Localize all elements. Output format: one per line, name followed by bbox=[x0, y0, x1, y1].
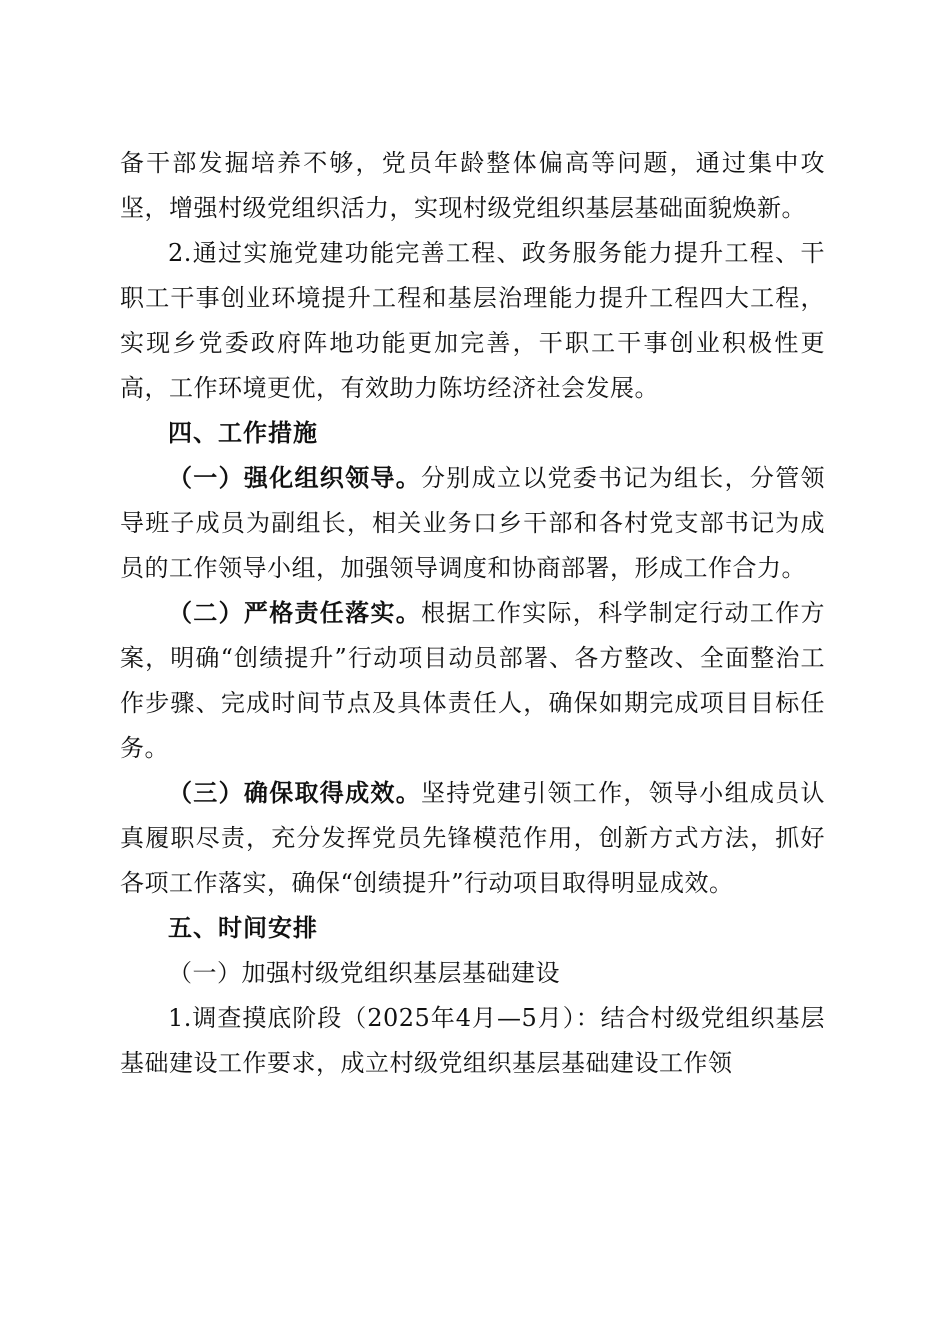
measure-2-body: 根据工作实际，科学制定行动工作方案，明确“创绩提升”行动项目动员部署、各方整改、全面整治工作步骤、完成时间节点及具体责任人，确保如期完成项目目标任务。 bbox=[120, 599, 825, 762]
measure-1-body: 分别成立以党委书记为组长，分管领导班子成员为副组长，相关业务口乡干部和各村党支部书记为成员的工作领导小组，加强领导调度和协商部署，形成工作合力。 bbox=[120, 464, 825, 582]
document-page bbox=[120, 141, 825, 1086]
paragraph-measure-3 bbox=[120, 771, 825, 906]
section-heading-schedule: 五、时间安排 bbox=[168, 914, 318, 942]
measure-3-title: （三）确保取得成效。 bbox=[168, 779, 421, 807]
measure-3-body: 坚持党建引领工作，领导小组成员认真履职尽责，充分发挥党员先锋模范作用，创新方式方法，抓好各项工作落实，确保“创绩提升”行动项目取得明显成效。 bbox=[120, 779, 825, 897]
paragraph-measure-2 bbox=[120, 591, 825, 771]
subheading-village-party-building: （一）加强村级党组织基层基础建设 bbox=[168, 959, 560, 987]
paragraph-measure-1 bbox=[120, 456, 825, 591]
paragraph-goal-2: 2.通过实施党建功能完善工程、政务服务能力提升工程、干职工干事创业环境提升工程和基层治理能力提升工程四大工程，实现乡党委政府阵地功能更加完善，干职工干事创业积极性更高，工作环境更优，有效助力陈坊经济社会发展。 bbox=[120, 239, 825, 402]
paragraph-intro-continued: 备干部发掘培养不够，党员年龄整体偏高等问题，通过集中攻坚，增强村级党组织活力，实现村级党组织基层基础面貌焕新。 bbox=[120, 149, 825, 222]
measure-2-title: （二）严格责任落实。 bbox=[168, 599, 421, 627]
section-heading-measures: 四、工作措施 bbox=[168, 419, 318, 447]
measure-1-title: （一）强化组织领导。 bbox=[168, 464, 421, 492]
paragraph-survey-stage: 1.调查摸底阶段（2025年4月—5月）：结合村级党组织基层基础建设工作要求，成立村级党组织基层基础建设工作领 bbox=[120, 1004, 825, 1077]
